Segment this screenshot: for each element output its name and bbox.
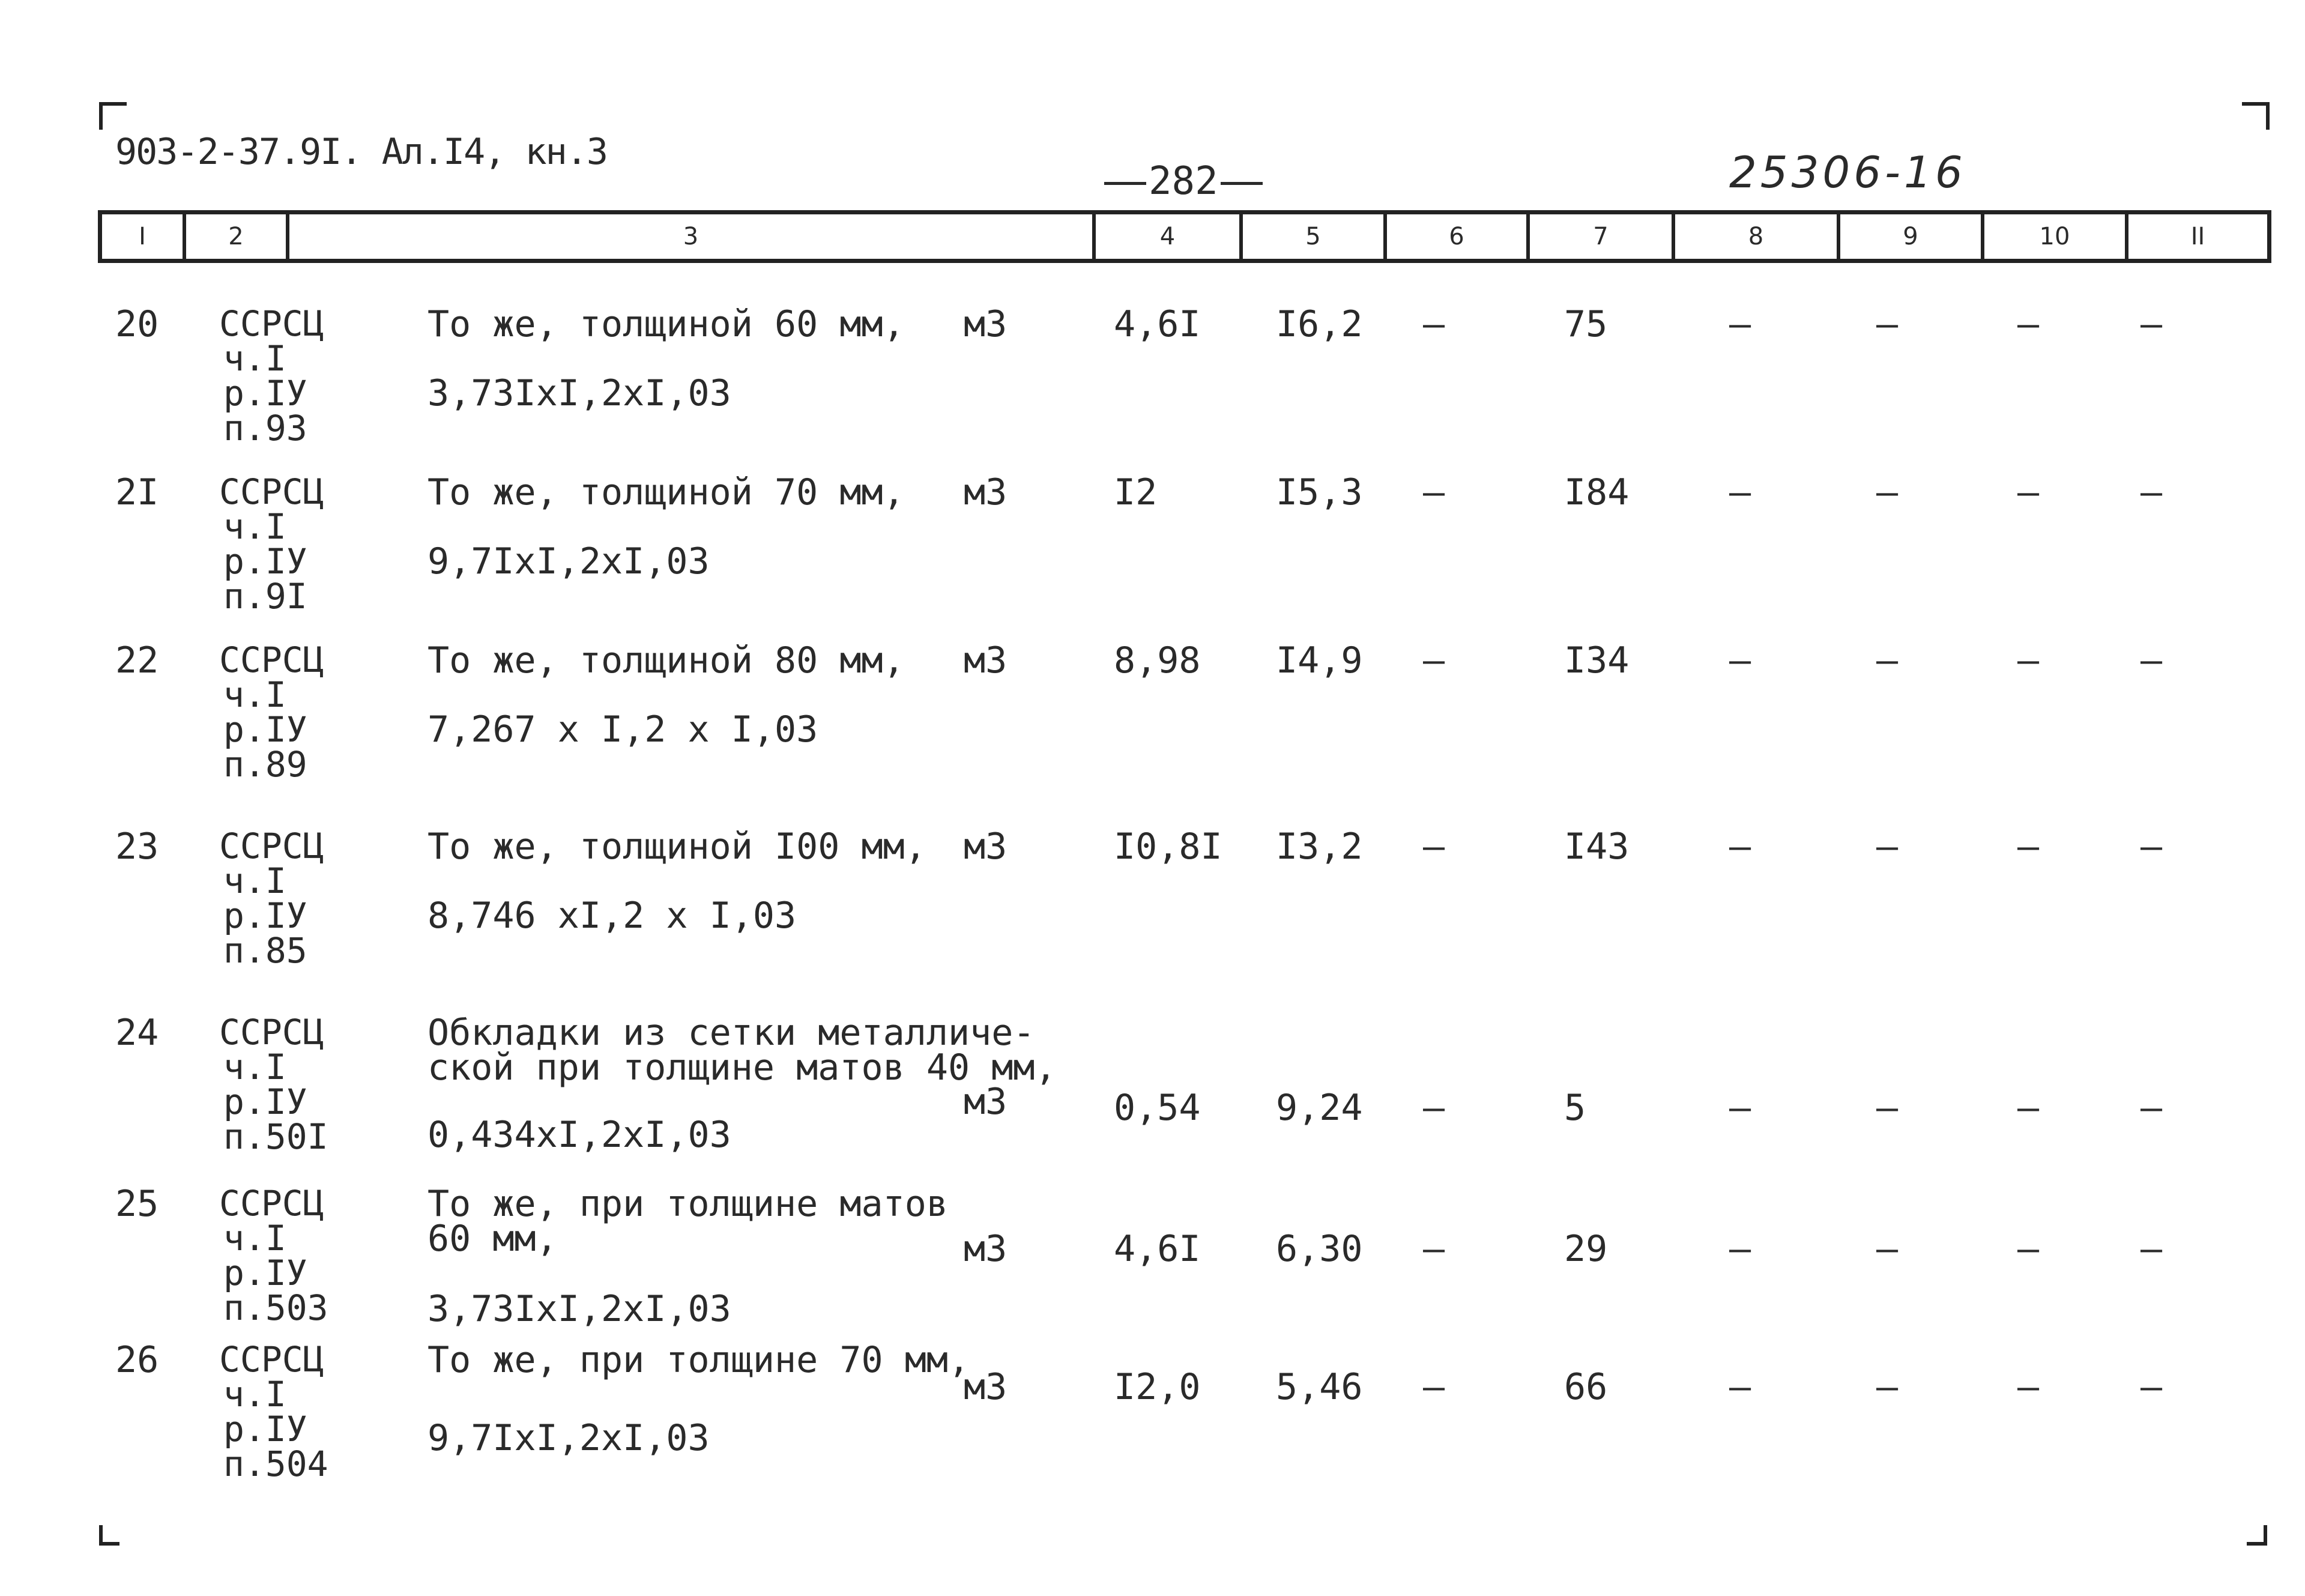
reference-line: п.9I (223, 576, 307, 617)
value-col-10: – (2017, 826, 2040, 868)
value-col-10: – (2017, 639, 2040, 682)
value-col-6: – (1423, 1366, 1445, 1408)
formula: 8,746 xI,2 x I,03 (427, 895, 797, 937)
column-header: II (2190, 223, 2205, 250)
formula: 9,7IxI,2xI,03 (427, 1417, 710, 1459)
value-col-10: – (2017, 1228, 2040, 1270)
row-number: 25 (115, 1183, 159, 1225)
value-col-5: I6,2 (1276, 303, 1363, 345)
column-header: I (102, 214, 186, 259)
corner-mark-bottom-right (2247, 1525, 2267, 1546)
row-number: 24 (115, 1012, 159, 1054)
formula: 0,434xI,2xI,03 (427, 1114, 731, 1156)
value-col-10: – (2017, 471, 2040, 513)
corner-mark-top-left (99, 102, 127, 130)
reference-line: р.IУ (223, 373, 307, 414)
unit: м3 (964, 1081, 1007, 1123)
reference-line: ССРСЦ (219, 303, 324, 344)
value-col-4: I2 (1114, 471, 1158, 513)
column-header: 2 (186, 214, 289, 259)
value-col-4: I2,0 (1114, 1366, 1201, 1408)
reference-line: ч.I (223, 1374, 286, 1415)
description-line: То же, толщиной 60 мм, (427, 303, 905, 345)
description-line: То же, толщиной 80 мм, (427, 639, 905, 682)
row-number: 2I (115, 471, 159, 513)
reference-line: ч.I (223, 1047, 286, 1087)
value-col-4: 4,6I (1114, 1228, 1201, 1270)
column-header: 9 (1840, 214, 1984, 259)
column-header: 4 (1096, 214, 1243, 259)
column-header: 5 (1243, 214, 1387, 259)
reference-line: р.IУ (223, 895, 307, 936)
reference-line: р.IУ (223, 1253, 307, 1293)
description-line: 60 мм, (427, 1218, 558, 1260)
value-col-5: I4,9 (1276, 639, 1363, 682)
reference-line: п.93 (223, 408, 307, 449)
description-line: ской при толщине матов 40 мм, (427, 1047, 1057, 1089)
value-col-6: – (1423, 1228, 1445, 1270)
row-number: 23 (115, 826, 159, 868)
reference-line: ССРСЦ (219, 471, 324, 512)
reference-line: ССРСЦ (219, 826, 324, 866)
reference-line: ССРСЦ (219, 1012, 324, 1053)
value-col-8: – (1729, 1366, 1751, 1408)
value-col-5: 6,30 (1276, 1228, 1363, 1270)
reference-line: ССРСЦ (219, 1339, 324, 1380)
reference-line: п.89 (223, 744, 307, 785)
formula: 7,267 x I,2 x I,03 (427, 709, 818, 751)
value-col-5: 5,46 (1276, 1366, 1363, 1408)
description-line: Обкладки из сетки металличе- (427, 1012, 1035, 1054)
document-code: 903-2-37.9I. Ал.I4, кн.3 (115, 131, 607, 173)
description-line: То же, при толщине матов (427, 1183, 948, 1225)
formula: 3,73IxI,2xI,03 (427, 372, 731, 414)
description-line: То же, толщиной I00 мм, (427, 826, 926, 868)
reference-line: п.50I (223, 1116, 328, 1157)
value-col-6: – (1423, 826, 1445, 868)
value-col-8: – (1729, 1087, 1751, 1129)
value-col-10: – (2017, 303, 2040, 345)
value-col-8: – (1729, 471, 1751, 513)
value-col-7: I43 (1564, 826, 1630, 868)
description-line: То же, толщиной 70 мм, (427, 471, 905, 513)
value-col-10: – (2017, 1366, 2040, 1408)
value-col-4: 0,54 (1114, 1087, 1201, 1129)
unit: м3 (964, 471, 1007, 513)
value-col-7: 66 (1564, 1366, 1608, 1408)
value-col-11: – (2140, 471, 2163, 513)
reference-line: р.IУ (223, 1409, 307, 1449)
corner-mark-bottom-left (99, 1525, 119, 1546)
formula: 3,73IxI,2xI,03 (427, 1288, 731, 1330)
reference-line: п.504 (223, 1443, 328, 1484)
reference-line: ССРСЦ (219, 1183, 324, 1224)
value-col-8: – (1729, 303, 1751, 345)
unit: м3 (964, 1228, 1007, 1270)
formula: 9,7IxI,2xI,03 (427, 540, 710, 582)
value-col-5: I5,3 (1276, 471, 1363, 513)
unit: м3 (964, 826, 1007, 868)
value-col-5: 9,24 (1276, 1087, 1363, 1129)
reference-line: п.503 (223, 1287, 328, 1328)
reference-line: ч.I (223, 860, 286, 901)
value-col-11: – (2140, 826, 2163, 868)
page-number (1102, 159, 1265, 204)
reference-line: р.IУ (223, 541, 307, 582)
column-header: 8 (1675, 214, 1840, 259)
value-col-8: – (1729, 826, 1751, 868)
reference-line: ч.I (223, 674, 286, 715)
reference-line: ССРСЦ (219, 639, 324, 680)
value-col-6: – (1423, 303, 1445, 345)
value-col-11: – (2140, 303, 2163, 345)
value-col-6: – (1423, 1087, 1445, 1129)
value-col-9: – (1876, 1228, 1899, 1270)
value-col-4: I0,8I (1114, 826, 1222, 868)
value-col-9: – (1876, 303, 1899, 345)
corner-mark-top-right (2242, 102, 2270, 130)
row-number: 20 (115, 303, 159, 345)
value-col-4: 4,6I (1114, 303, 1201, 345)
column-header-row (98, 210, 2271, 263)
unit: м3 (964, 639, 1007, 682)
value-col-9: – (1876, 639, 1899, 682)
description-line: То же, при толщине 70 мм, (427, 1339, 970, 1381)
reference-line: ч.I (223, 506, 286, 547)
value-col-9: – (1876, 1366, 1899, 1408)
value-col-6: – (1423, 471, 1445, 513)
value-col-8: – (1729, 639, 1751, 682)
value-col-4: 8,98 (1114, 639, 1201, 682)
value-col-5: I3,2 (1276, 826, 1363, 868)
value-col-11: – (2140, 639, 2163, 682)
value-col-7: 75 (1564, 303, 1608, 345)
value-col-9: – (1876, 471, 1899, 513)
page-number-value: 282 (1149, 159, 1218, 204)
column-header: 7 (1530, 214, 1675, 259)
reference-line: ч.I (223, 1218, 286, 1259)
sheet-number: 25306-16 (1729, 147, 1966, 198)
value-col-10: – (2017, 1087, 2040, 1129)
value-col-9: – (1876, 826, 1899, 868)
row-number: 26 (115, 1339, 159, 1381)
row-number: 22 (115, 639, 159, 682)
reference-line: ч.I (223, 338, 286, 379)
value-col-7: I84 (1564, 471, 1630, 513)
value-col-9: – (1876, 1087, 1899, 1129)
column-header: 3 (289, 214, 1096, 259)
value-col-11: – (2140, 1228, 2163, 1270)
reference-line: р.IУ (223, 709, 307, 750)
value-col-11: – (2140, 1366, 2163, 1408)
reference-line: р.IУ (223, 1081, 307, 1122)
column-header: 6 (1387, 214, 1530, 259)
unit: м3 (964, 1366, 1007, 1408)
reference-line: п.85 (223, 930, 307, 971)
value-col-6: – (1423, 639, 1445, 682)
unit: м3 (964, 303, 1007, 345)
value-col-7: 5 (1564, 1087, 1586, 1129)
column-header: 10 (1984, 214, 2128, 259)
value-col-7: 29 (1564, 1228, 1608, 1270)
value-col-8: – (1729, 1228, 1751, 1270)
value-col-7: I34 (1564, 639, 1630, 682)
value-col-11: – (2140, 1087, 2163, 1129)
